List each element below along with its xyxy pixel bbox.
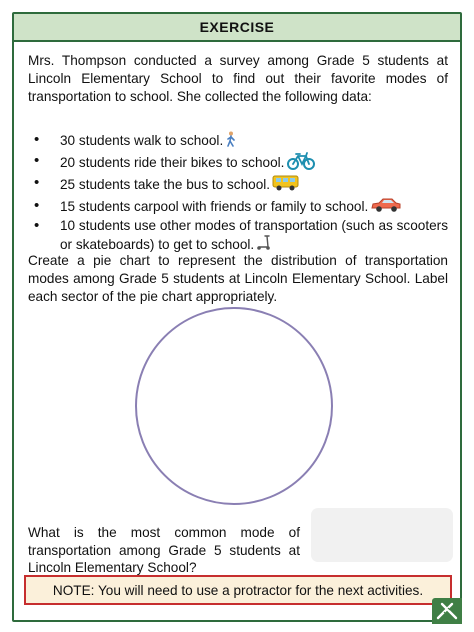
list-item	[28, 217, 448, 255]
answer-box[interactable]	[311, 508, 453, 562]
exercise-header	[14, 14, 460, 42]
ruler-pencil-logo-icon	[432, 598, 462, 624]
list-item	[28, 197, 448, 218]
car-icon	[370, 197, 402, 218]
question-text: What is the most common mode of transportation among Grade 5 students at Lincoln Elementary School?	[28, 525, 300, 575]
list-item-text: 20 students ride their bikes to school.	[60, 154, 285, 170]
list-item-text: 30 students walk to school.	[60, 132, 224, 148]
exercise-title: EXERCISE	[199, 19, 275, 35]
bicycle-icon	[286, 152, 316, 175]
worksheet	[12, 12, 462, 622]
bus-icon	[272, 174, 300, 197]
list-item-text: 10 students use other modes of transportation (such as scooters or skateboards) to get to school.	[60, 218, 448, 252]
intro-paragraph: Mrs. Thompson conducted a survey among Grade 5 students at Lincoln Elementary School to find out their favorite modes of transportation to school. She collected the following data:	[28, 53, 448, 104]
list-item	[28, 131, 448, 152]
note-banner	[24, 575, 452, 605]
list-item-text: 15 students carpool with friends or family to school.	[60, 198, 369, 214]
pie-chart-task: Create a pie chart to represent the distribution of transportation modes among Grade 5 students at Lincoln Elementary School. Label each sector of the pie chart appropriately.	[28, 253, 448, 304]
walking-person-icon	[225, 131, 237, 152]
note-text: NOTE: You will need to use a protractor for the next activities.	[52, 582, 424, 598]
list-item	[28, 174, 448, 197]
survey-data-list	[28, 131, 448, 255]
blank-pie-chart-circle[interactable]	[134, 306, 334, 506]
list-item-text: 25 students take the bus to school.	[60, 176, 271, 192]
list-item	[28, 152, 448, 175]
